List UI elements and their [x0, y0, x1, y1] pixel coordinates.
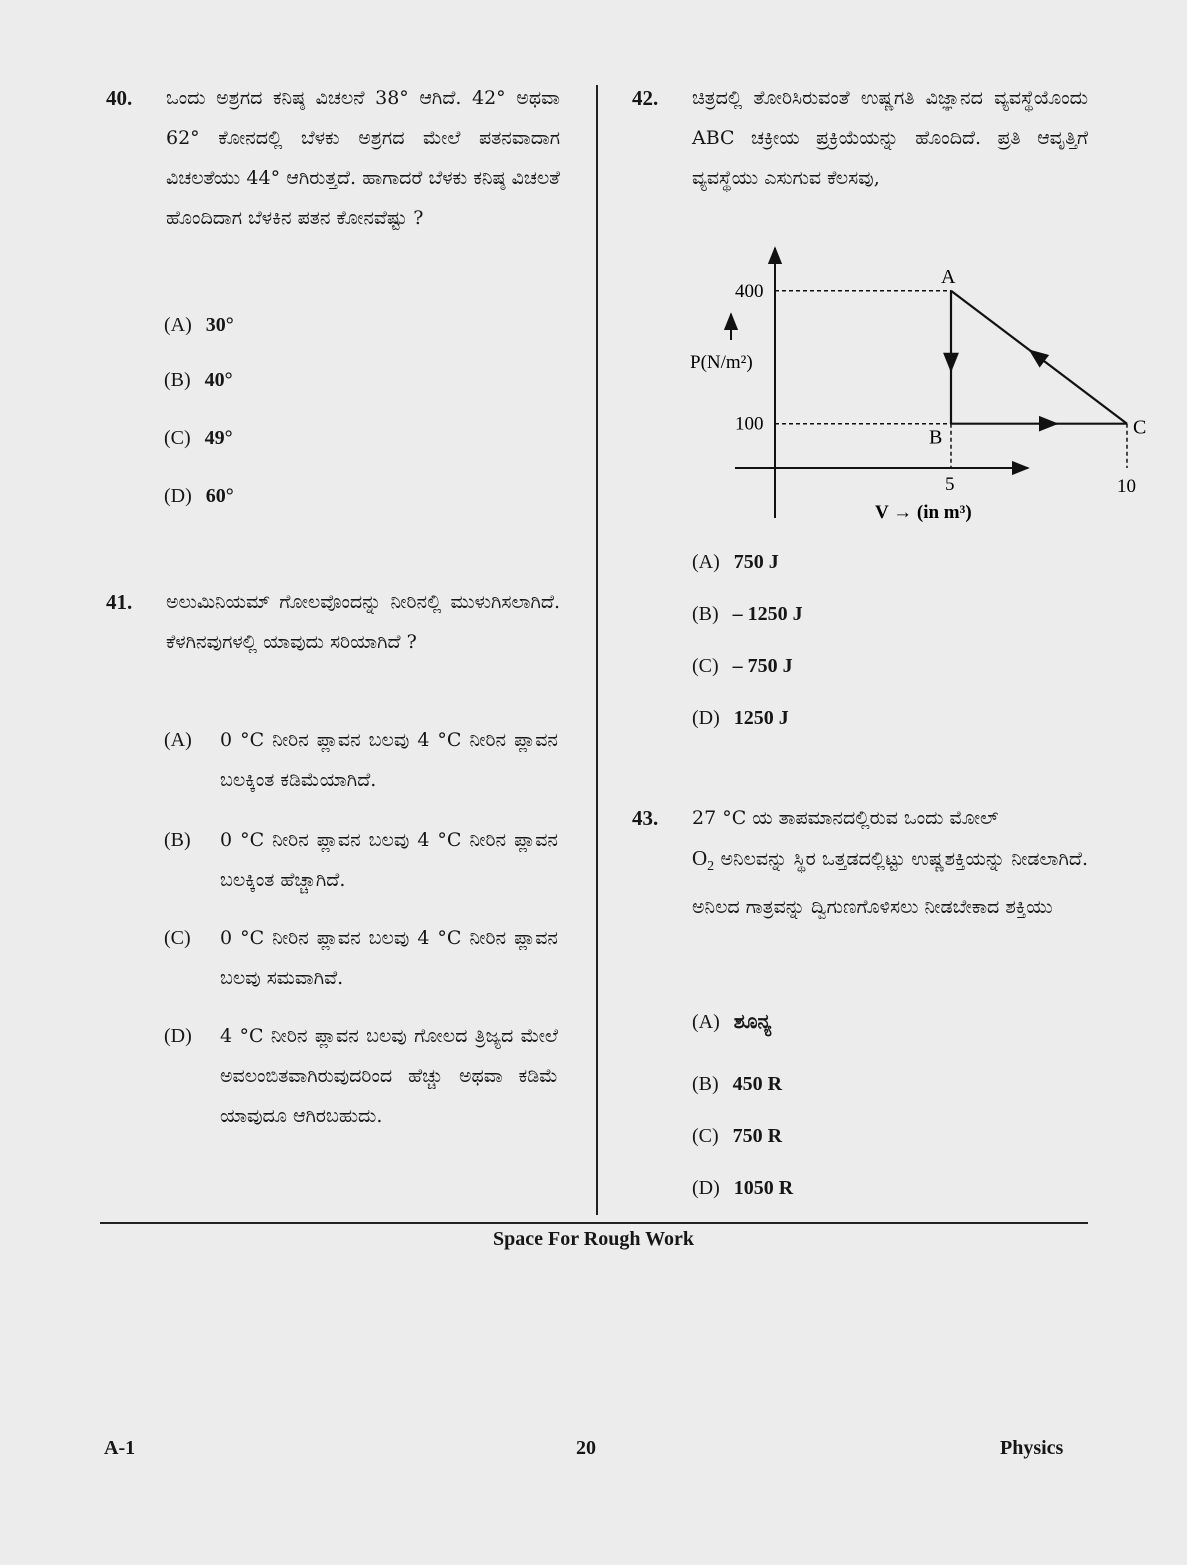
- option-label: (B): [692, 603, 719, 625]
- option-a[interactable]: [692, 544, 779, 580]
- point-label-a: A: [941, 265, 956, 288]
- option-label: (C): [164, 427, 191, 449]
- gas-symbol: O: [692, 846, 708, 870]
- option-value: 0 °C ನೀರಿನ ಪ್ಲಾವನ ಬಲವು 4 °C ನೀರಿನ ಪ್ಲಾವನ ಬಲಕ್ಕಿಂತ ಕಡಿಮೆಯಾಗಿದೆ.: [220, 729, 558, 791]
- question-text: ಅಲುಮಿನಿಯಮ್ ಗೋಲವೊಂದನ್ನು ನೀರಿನಲ್ಲಿ ಮುಳುಗಿಸಲಾಗಿದೆ. ಕೆಳಗಿನವುಗಳಲ್ಲಿ ಯಾವುದು ಸರಿಯಾಗಿದೆ ?: [166, 591, 560, 653]
- gas-formula: [692, 846, 715, 875]
- gas-subscript: 2: [707, 859, 715, 875]
- cycle-arrow-CA: [1030, 351, 1044, 362]
- option-value: 750 R: [732, 1125, 783, 1147]
- option-c[interactable]: [692, 1118, 782, 1154]
- option-value: 40°: [204, 369, 233, 391]
- x-axis-label: V → (in m³): [875, 502, 972, 523]
- point-label-b: B: [929, 426, 943, 449]
- column-divider: [596, 85, 598, 1215]
- option-label: (B): [164, 369, 191, 391]
- y-tick-400: 400: [735, 280, 764, 302]
- option-d[interactable]: [692, 700, 789, 736]
- option-b[interactable]: [692, 596, 803, 632]
- option-d[interactable]: [164, 1016, 560, 1216]
- question-text-a: 27 °C ಯ ತಾಪಮಾನದಲ್ಲಿರುವ ಒಂದು ಮೋಲ್: [692, 807, 999, 829]
- option-label: (D): [164, 1025, 192, 1047]
- option-b[interactable]: [164, 362, 233, 398]
- option-label: (D): [692, 707, 720, 729]
- x-tick-10: 10: [1117, 476, 1136, 497]
- option-a[interactable]: [692, 1004, 771, 1040]
- option-b[interactable]: [164, 820, 560, 900]
- option-b[interactable]: [692, 1066, 782, 1102]
- pv-diagram: [680, 240, 1147, 530]
- booklet-code: A-1: [104, 1437, 136, 1459]
- question-number: 42.: [632, 86, 659, 110]
- point-label-c: C: [1133, 416, 1147, 439]
- option-value: 30°: [205, 314, 234, 336]
- rough-work-label: Space For Rough Work: [493, 1228, 694, 1250]
- question-number: 41.: [106, 590, 133, 614]
- option-label: (A): [692, 551, 720, 573]
- question-text: ಚಿತ್ರದಲ್ಲಿ ತೋರಿಸಿರುವಂತೆ ಉಷ್ಣಗತಿ ವಿಜ್ಞಾನದ ವ್ಯವಸ್ಥೆಯೊಂದು ABC ಚಕ್ರೀಯ ಪ್ರಕ್ರಿಯೆಯನ್ನು ಹೊಂದಿದೆ. ಪ್ರತಿ ಆವೃತ್ತಿಗೆ ವ್ಯವಸ್ಥೆಯು ಎಸುಗುವ ಕೆಲಸವು,: [692, 87, 1088, 189]
- option-value: 4 °C ನೀರಿನ ಪ್ಲಾವನ ಬಲವು ಗೋಲದ ತ್ರಿಜ್ಯದ ಮೇಲೆ ಅವಲಂಬಿತವಾಗಿರುವುದರಿಂದ ಹೆಚ್ಚು ಅಥವಾ ಕಡಿಮೆ ಯಾವುದೂ ಆಗಿರಬಹುದು.: [220, 1025, 558, 1127]
- option-d[interactable]: [164, 478, 234, 514]
- option-value: 1250 J: [733, 707, 789, 729]
- option-value: 750 J: [733, 551, 779, 573]
- y-axis-label: P(N/m²): [690, 352, 753, 373]
- question-text: ಒಂದು ಅಶ್ರಗದ ಕನಿಷ್ಠ ವಿಚಲನೆ 38° ಆಗಿದೆ. 42° ಅಥವಾ 62° ಕೋನದಲ್ಲಿ ಬೆಳಕು ಅಶ್ರಗದ ಮೇಲೆ ಪತನವಾದಾಗ ವಿಚಲತೆಯು 44° ಆಗಿರುತ್ತದೆ. ಹಾಗಾದರೆ ಬೆಳಕು ಕನಿಷ್ಠ ವಿಚಲತೆ ಹೊಂದಿದಾಗ ಬೆಳಕಿನ ಪತನ ಕೋನವೆಷ್ಟು ?: [166, 87, 560, 229]
- option-d[interactable]: [692, 1170, 793, 1206]
- footer-rule: [100, 1222, 1088, 1224]
- option-label: (A): [164, 314, 192, 336]
- option-value: 450 R: [732, 1073, 783, 1095]
- question-text-b: ಅನಿಲವನ್ನು ಸ್ಥಿರ ಒತ್ತಡದಲ್ಲಿಟ್ಟು ಉಷ್ಣಶಕ್ತಿಯನ್ನು ನೀಡಲಾಗಿದೆ. ಅನಿಲದ ಗಾತ್ರವನ್ನು ದ್ವಿಗುಣಗೊಳಿಸಲು ನೀಡಬೇಕಾದ ಶಕ್ತಿಯು: [692, 848, 1088, 919]
- option-value: 0 °C ನೀರಿನ ಪ್ಲಾವನ ಬಲವು 4 °C ನೀರಿನ ಪ್ಲಾವನ ಬಲವು ಸಮವಾಗಿವೆ.: [220, 927, 558, 989]
- option-value: – 1250 J: [732, 603, 803, 625]
- option-value: ಶೂನ್ಯ: [733, 1011, 772, 1033]
- option-value: 0 °C ನೀರಿನ ಪ್ಲಾವನ ಬಲವು 4 °C ನೀರಿನ ಪ್ಲಾವನ ಬಲಕ್ಕಿಂತ ಹೆಚ್ಚಾಗಿದೆ.: [220, 829, 558, 891]
- x-tick-5: 5: [945, 474, 955, 495]
- option-label: (B): [164, 829, 191, 851]
- option-label: (D): [164, 485, 192, 507]
- option-label: (C): [692, 1125, 719, 1147]
- option-label: (C): [164, 927, 191, 949]
- option-label: (A): [692, 1011, 720, 1033]
- page-number: 20: [576, 1437, 596, 1459]
- option-value: 1050 R: [733, 1177, 794, 1199]
- option-a[interactable]: [164, 307, 234, 343]
- option-c[interactable]: [692, 648, 793, 684]
- option-c[interactable]: [164, 420, 233, 456]
- question-number: 40.: [106, 86, 133, 110]
- option-value: – 750 J: [732, 655, 793, 677]
- option-value: 60°: [205, 485, 234, 507]
- question-text: [692, 798, 1088, 927]
- subject-label: Physics: [1000, 1437, 1064, 1459]
- option-label: (B): [692, 1073, 719, 1095]
- option-a[interactable]: [164, 720, 560, 800]
- option-c[interactable]: [164, 918, 560, 998]
- option-value: 49°: [204, 427, 233, 449]
- y-tick-100: 100: [735, 413, 764, 435]
- option-label: (C): [692, 655, 719, 677]
- option-label: (D): [692, 1177, 720, 1199]
- question-number: 43.: [632, 806, 659, 830]
- option-label: (A): [164, 729, 192, 751]
